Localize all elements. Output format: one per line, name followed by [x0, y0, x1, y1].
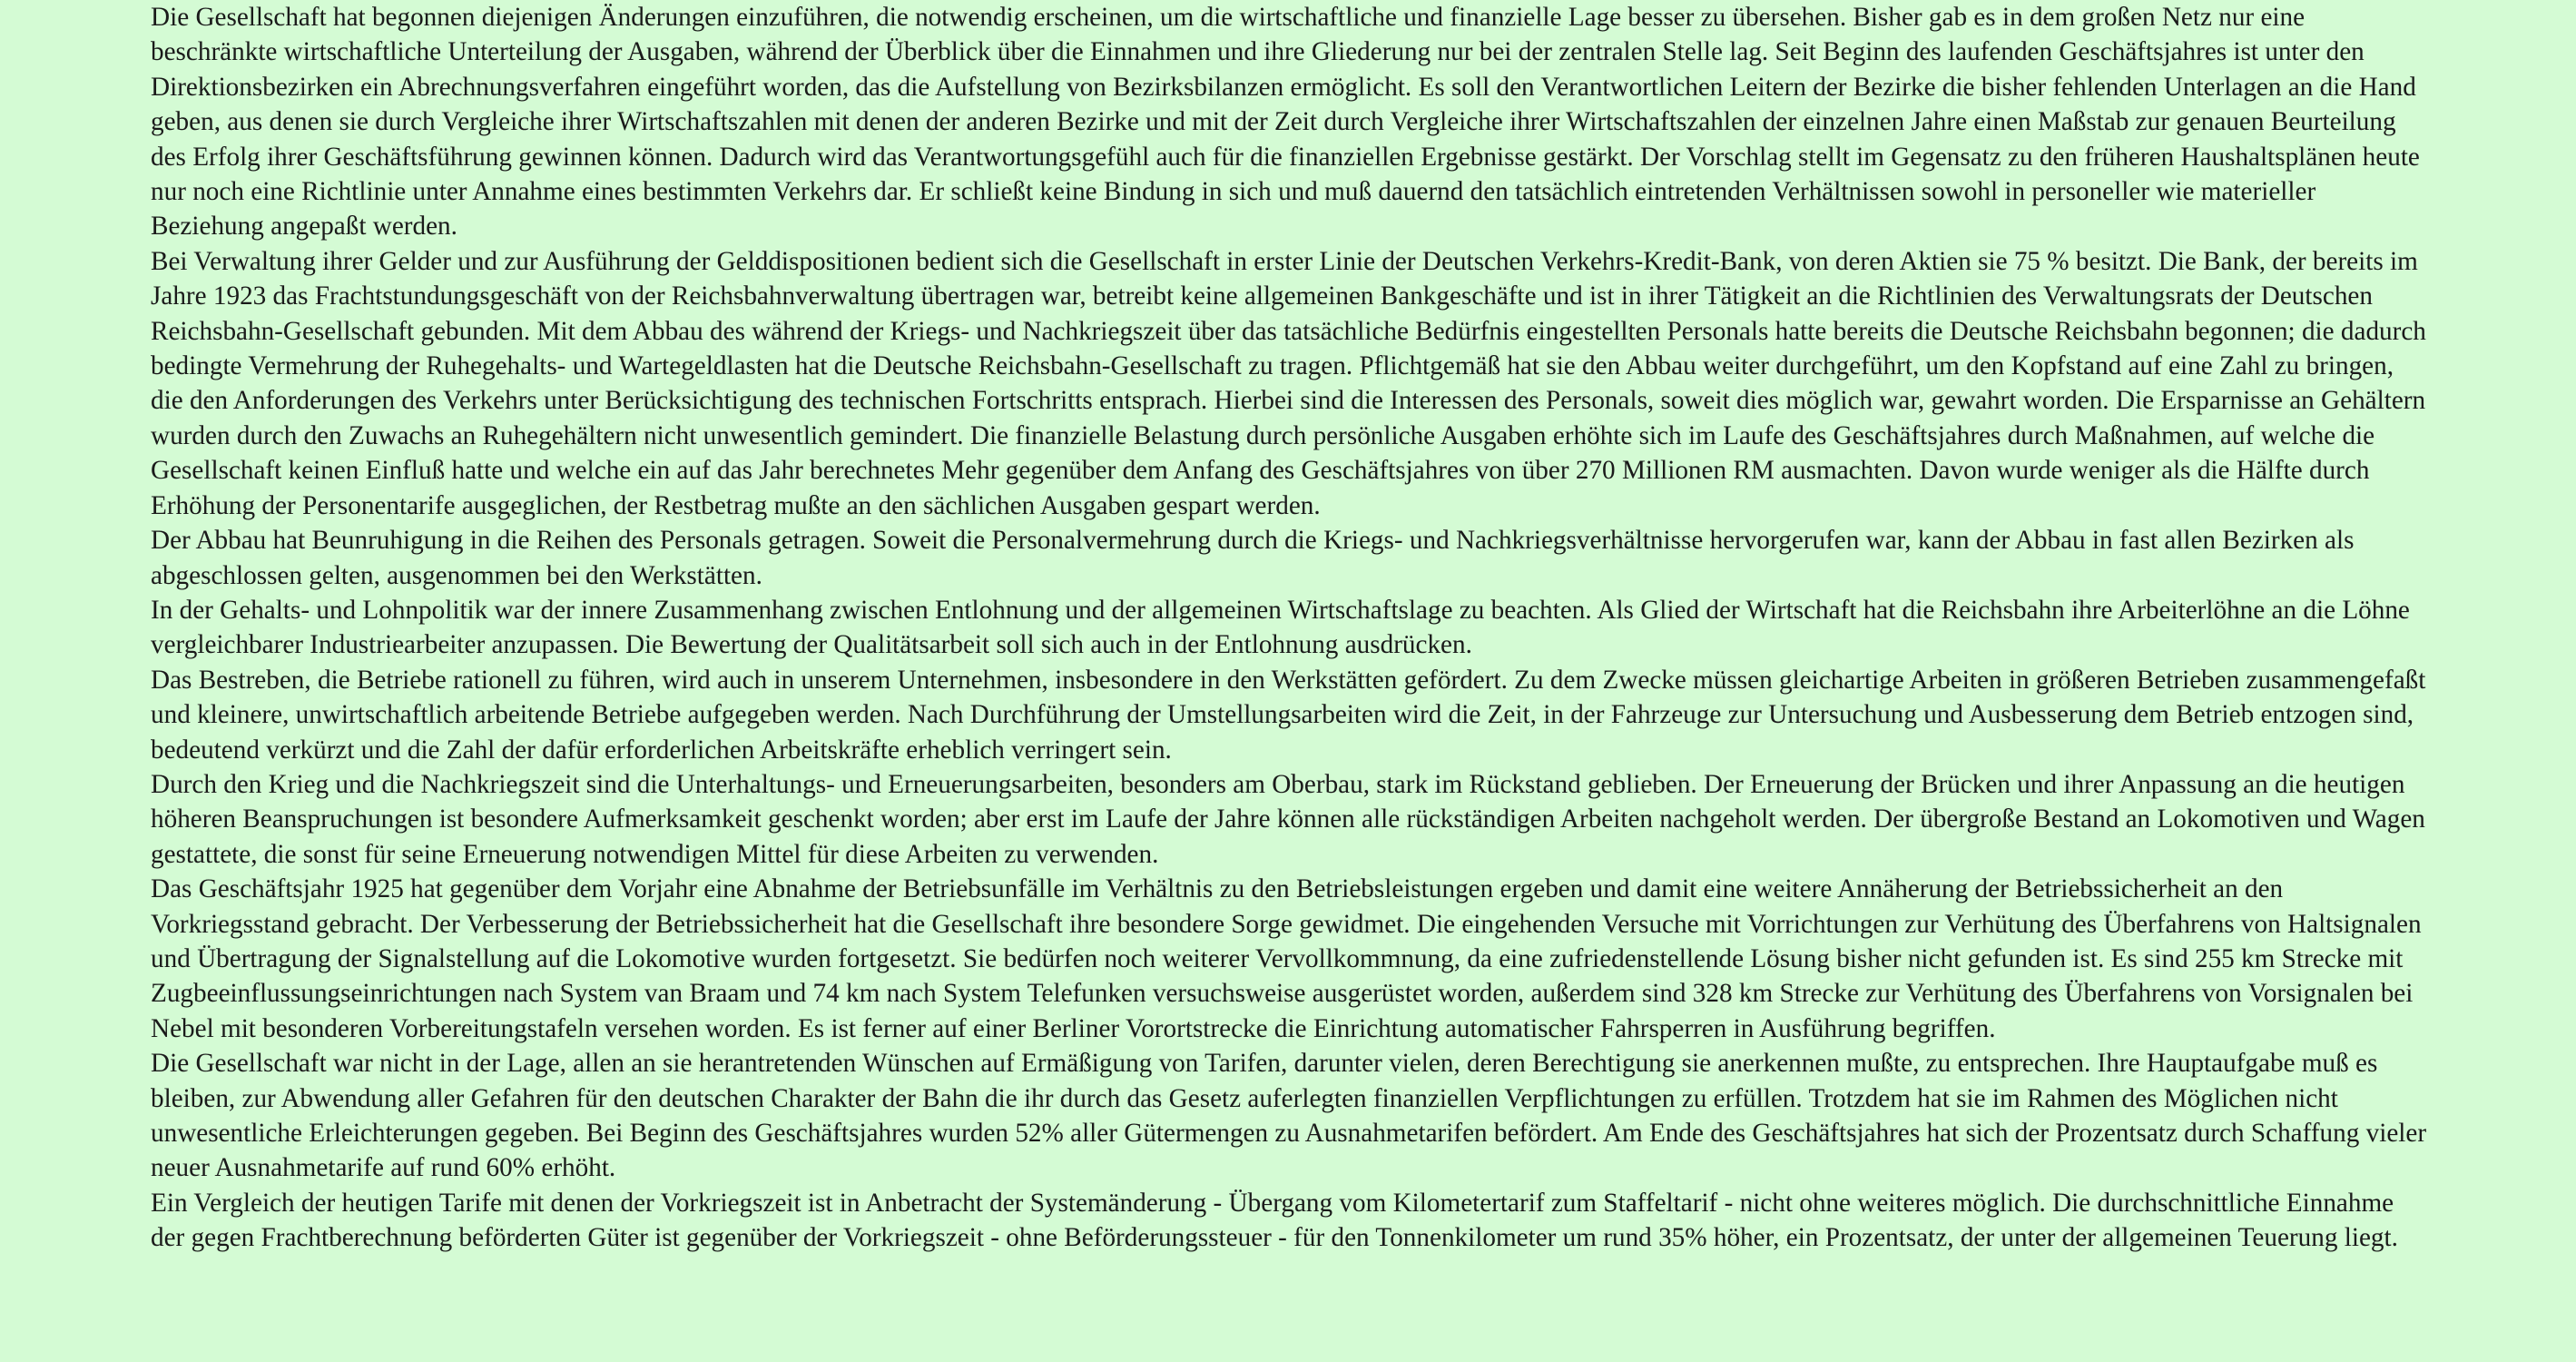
- paragraph-wage-policy: In der Gehalts- und Lohnpolitik war der innere Zusammenhang zwischen Entlohnung und der allgemeinen Wirtschaftslage zu beachten. Als Glied der Wirtschaft hat die Reichsbahn ihre Arbeiterlöhne an die Löhne vergleichbarer Industriearbeiter anzupassen. Die Bewertung der Qualitätsarbeit soll sich auch in der Entlohnung ausdrücken.: [151, 595, 2410, 660]
- paragraph-tariffs: Die Gesellschaft war nicht in der Lage, allen an sie herantretenden Wünschen auf Ermäßigung von Tarifen, darunter vielen, deren Berechtigung sie anerkennen mußte, zu entsprechen. Ihre Hauptaufgabe muß es bleiben, zur Abwendung aller Gefahren für den deutschen Charakter der Bahn die ihr durch das Gesetz auferlegten finanziellen Verpflichtungen zu erfüllen. Trotzdem hat sie im Rahmen des Möglichen nicht unwesentliche Erleichterungen gegeben. Bei Beginn des Geschäftsjahres wurden 52% aller Gütermengen zu Ausnahmetarifen befördert. Am Ende des Geschäftsjahres hat sich der Prozentsatz durch Schaffung vieler neuer Ausnahmetarife auf rund 60% erhöht.: [151, 1049, 2427, 1183]
- document-body: [151, 0, 2429, 1362]
- paragraph-accounting: Die Gesellschaft hat begonnen diejenigen Änderungen einzuführen, die notwendig erscheinen, um die wirtschaftliche und finanzielle Lage besser zu übersehen. Bisher gab es in dem großen Netz nur eine beschränkte wirtschaftliche Unterteilung der Ausgaben, während der Überblick über die Einnahmen und ihre Gliederung nur bei der zentralen Stelle lag. Seit Beginn des laufenden Geschäftsjahres ist unter den Direktionsbezirken ein Abrechnungsverfahren eingeführt worden, das die Aufstellung von Bezirksbilanzen ermöglicht. Es soll den Verantwortlichen Leitern der Bezirke die bisher fehlenden Unterlagen an die Hand geben, aus denen sie durch Vergleiche ihrer Wirtschaftszahlen mit denen der anderen Bezirke und mit der Zeit durch Vergleiche ihrer Wirtschaftszahlen der einzelnen Jahre einen Maßstab zur genauen Beurteilung des Erfolg ihrer Geschäftsführung gewinnen können. Dadurch wird das Verantwortungsgefühl auch für die finanziellen Ergebnisse gestärkt. Der Vorschlag stellt im Gegensatz zu den früheren Haushaltsplänen heute nur noch eine Richtlinie unter Annahme eines bestimmten Verkehrs dar. Er schließt keine Bindung in sich und muß dauernd den tatsächlich eintretenden Verhältnissen sowohl in personeller wie materieller Beziehung angepaßt werden.: [151, 3, 2420, 242]
- paragraph-staff-reduction: Der Abbau hat Beunruhigung in die Reihen des Personals getragen. Soweit die Personalvermehrung durch die Kriegs- und Nachkriegsverhältnisse hervorgerufen war, kann der Abbau in fast allen Bezirken als abgeschlossen gelten, ausgenommen bei den Werkstätten.: [151, 526, 2355, 590]
- paragraph-tariff-comparison: Ein Vergleich der heutigen Tarife mit denen der Vorkriegszeit ist in Anbetracht der Systemänderung - Übergang vom Kilometertarif zum Staffeltarif - nicht ohne weiteres möglich. Die durchschnittliche Einnahme der gegen Frachtberechnung beförderten Güter ist gegenüber der Vorkriegszeit - ohne Beförderungssteuer - für den Tonnenkilometer um rund 35% höher, ein Prozentsatz, der unter der allgemeinen Teuerung liegt.: [151, 1188, 2398, 1253]
- paragraph-operating-safety: Das Geschäftsjahr 1925 hat gegenüber dem Vorjahr eine Abnahme der Betriebsunfälle im Verhältnis zu den Betriebsleistungen ergeben und damit eine weitere Annäherung der Betriebssicherheit an den Vorkriegsstand gebracht. Der Verbesserung der Betriebssicherheit hat die Gesellschaft ihre besondere Sorge gewidmet. Die eingehenden Versuche mit Vorrichtungen zur Verhütung des Überfahrens von Haltsignalen und Übertragung der Signalstellung auf die Lokomotive wurden fortgesetzt. Sie bedürfen noch weiterer Vervollkommnung, da eine zufriedenstellende Lösung bisher nicht gefunden ist. Es sind 255 km Strecke mit Zugbeeinflussungseinrichtungen nach System van Braam und 74 km nach System Telefunken versuchsweise ausgerüstet worden, außerdem sind 328 km Strecke zur Verhütung des Überfahrens von Vorsignalen bei Nebel mit besonderen Vorbereitungstafeln versehen worden. Es ist ferner auf einer Berliner Vorortstrecke die Einrichtung automatischer Fahrsperren in Ausführung begriffen.: [151, 874, 2422, 1043]
- paragraph-rationalisation: Das Bestreben, die Betriebe rationell zu führen, wird auch in unserem Unternehmen, insbesondere in den Werkstätten gefördert. Zu dem Zwecke müssen gleichartige Arbeiten in größeren Betrieben zusammengefaßt und kleinere, unwirtschaftlich arbeitende Betriebe aufgegeben werden. Nach Durchführung der Umstellungsarbeiten wird die Zeit, in der Fahrzeuge zur Untersuchung und Ausbesserung dem Betrieb entzogen sind, bedeutend verkürzt und die Zahl der dafür erforderlichen Arbeitskräfte erheblich verringert sein.: [151, 665, 2426, 765]
- paragraph-bank-and-personnel: Bei Verwaltung ihrer Gelder und zur Ausführung der Gelddispositionen bedient sich die Gesellschaft in erster Linie der Deutschen Verkehrs-Kredit-Bank, von deren Aktien sie 75 % besitzt. Die Bank, der bereits im Jahre 1923 das Frachtstundungsgeschäft von der Reichsbahnverwaltung übertragen war, betreibt keine allgemeinen Bankgeschäfte und ist in ihrer Tätigkeit an die Richtlinien des Verwaltungsrats der Deutschen Reichsbahn-Gesellschaft gebunden. Mit dem Abbau des während der Kriegs- und Nachkriegszeit über das tatsächliche Bedürfnis eingestellten Personals hatte bereits die Deutsche Reichsbahn begonnen; die dadurch bedingte Vermehrung der Ruhegehalts- und Wartegeldlasten hat die Deutsche Reichsbahn-Gesellschaft zu tragen. Pflichtgemäß hat sie den Abbau weiter durchgeführt, um den Kopfstand auf eine Zahl zu bringen, die den Anforderungen des Verkehrs unter Berücksichtigung des technischen Fortschritts entsprach. Hierbei sind die Interessen des Personals, soweit dies möglich war, gewahrt worden. Die Ersparnisse an Gehältern wurden durch den Zuwachs an Ruhegehältern nicht unwesentlich gemindert. Die finanzielle Belastung durch persönliche Ausgaben erhöhte sich im Laufe des Geschäftsjahres durch Maßnahmen, auf welche die Gesellschaft keinen Einfluß hatte und welche ein auf das Jahr berechnetes Mehr gegenüber dem Anfang des Geschäftsjahres von über 270 Millionen RM ausmachten. Davon wurde weniger als die Hälfte durch Erhöhung der Personentarife ausgeglichen, der Restbetrag mußte an den sächlichen Ausgaben gespart werden.: [151, 246, 2426, 520]
- paragraph-maintenance: Durch den Krieg und die Nachkriegszeit sind die Unterhaltungs- und Erneuerungsarbeiten, besonders am Oberbau, stark im Rückstand geblieben. Der Erneuerung der Brücken und ihrer Anpassung an die heutigen höheren Beanspruchungen ist besondere Aufmerksamkeit geschenkt worden; aber erst im Laufe der Jahre können alle rückständigen Arbeiten nachgeholt werden. Der übergroße Bestand an Lokomotiven und Wagen gestattete, die sonst für seine Erneuerung notwendigen Mittel für diese Arbeiten zu verwenden.: [151, 769, 2425, 869]
